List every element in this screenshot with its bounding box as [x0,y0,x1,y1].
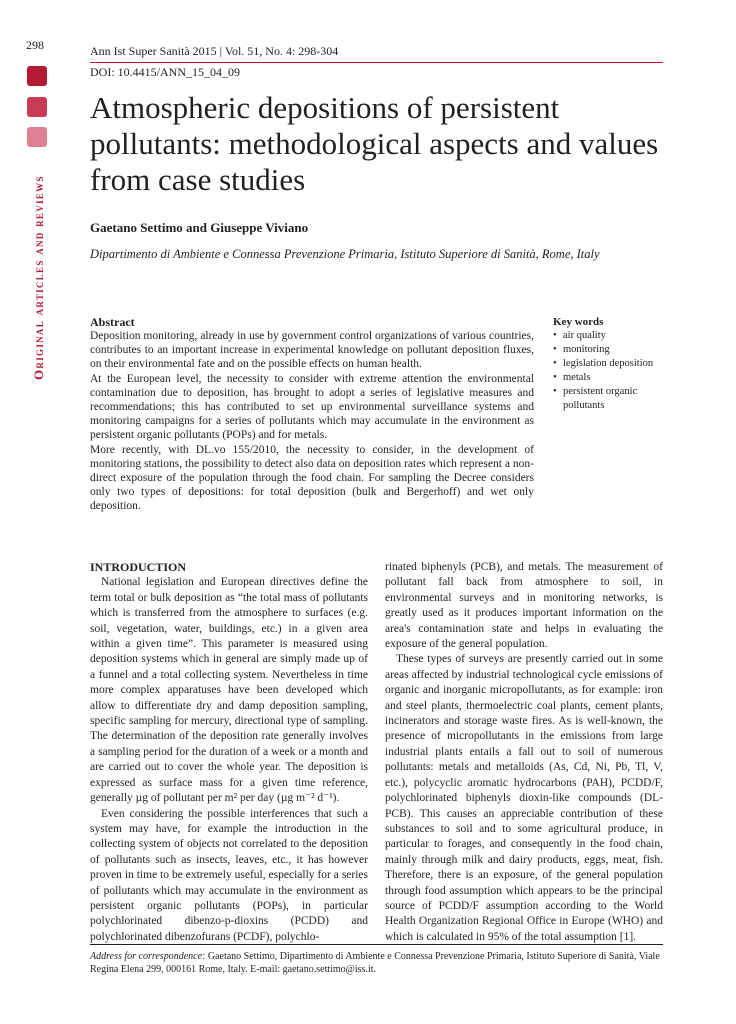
header-rule [90,62,663,63]
body-paragraph: Even considering the possible interferences that such a system may have, for example the introduction in the collecting system of objects not correlated to the deposition of pollutants such as insects, leaves, etc., it has however proven in time to be extremely useful, especially for a series of pollutants which may accumulate in the environment as persistent organic pollutants (POPs), in particular polychlorinated dibenzo-p-dioxins (PCDD) and polychlorinated dibenzofurans (PCDF), polychlo- [90,807,368,943]
correspondence-footer [90,950,666,976]
journal-citation: Ann Ist Super Sanità 2015 | Vol. 51, No. 4: 298-304 [90,44,339,58]
section-marker-square [27,97,47,117]
article-title: Atmospheric depositions of persistent pollutants: methodological aspects and values from case studies [90,90,659,197]
authors: Gaetano Settimo and Giuseppe Viviano [90,220,309,235]
section-marker-square [27,127,47,147]
abstract-paragraph: At the European level, the necessity to consider with extreme attention the environmental contamination due to deposition, has brought to adopt a series of legislative measures and recommendations; this has contributed to set up environmental surveillance systems and monitoring campaigns for a series of pollutants which may accumulate in the environment as persistent organic pollutants (POPs) and for metals. [90,372,534,442]
section-label: Original articles and reviews [31,175,46,380]
correspondence-text: Gaetano Settimo, Dipartimento di Ambiente e Connessa Prevenzione Primaria, Istituto Superiore di Sanità, Viale Regina Elena 299, 000161 Rome, Italy. E-mail: gaetano.settimo@iss.it. [90,951,660,975]
doi: DOI: 10.4415/ANN_15_04_09 [90,65,240,79]
keywords [553,315,673,413]
footer-rule [90,944,663,945]
body-paragraph: National legislation and European directives define the term total or bulk deposition as “the total mass of pollutants which is transferred from the atmosphere to surfaces (e.g. soil, vegetation, water, buildings, etc.) in a given area within a given time”. This parameter is measured using deposition systems which in general are simply made up of a funnel and a total collecting system. Nevertheless in time more complex apparatuses have been developed which allow to differentiate dry and damp deposition sampling, specific sampling for mercury, directional type of sampling. The determination of the deposition rate generally involves a sampling period for the duration of a week or a month and are carried out to cover the whole year. The deposition is expressed as surface mass for a given time reference, generally µg of pollutant per m² per day (µg m⁻² d⁻¹). [90,576,368,805]
keyword-item: • metals [553,371,673,385]
section-marker-square [27,66,47,86]
keyword-item: • monitoring [553,343,673,357]
keyword-item: • persistent organic pollutants [553,385,673,413]
abstract-paragraph: Deposition monitoring, already in use by government control organizations of various countries, contributes to an important increase in experimental knowledge on pollutant deposition fluxes, on their environmental fate and on the possible effects on human health. [90,330,534,371]
body-column-right [385,560,663,945]
page-number: 298 [26,38,44,52]
abstract [90,315,534,514]
body-paragraph: These types of surveys are presently carried out in some areas affected by industrial technological cycle emissions of organic and inorganic micropollutants, as for example: iron and steel plants, thermoelectric coal plants, cement plants, incinerators and storage waste fires. As is well-known, the presence of micropollutants in the emissions from large industrial plants entails a fall out to soil of numerous pollutants: metals and metalloids (As, Cd, Ni, Pb, Tl, V, etc.), polycyclic aromatic hydrocarbons (PAH), PCDD/F, polychlorinated biphenyls dioxin-like compounds (DL-PCB). This causes an appreciable contribution of these substances to soil and to some agricultural produce, in particular to forages, and consequently in the food chain, mainly through milk and dairy products, eggs, meat, fish. Therefore, there is an exposure, of the general population through food assumption which appears to be the principal source of PCDD/F assumption according to the World Health Organization Regional Office in Europe (WHO) and which is calculated in 95% of the total assumption [1]. [385,653,663,943]
keyword-item: • legislation deposition [553,357,673,371]
correspondence-label: Address for correspondence: [90,951,206,962]
section-heading-introduction: INTRODUCTION [90,560,187,574]
body-column-left [90,560,368,945]
body-paragraph: rinated biphenyls (PCB), and metals. The measurement of pollutant fall back from atmosphere to soil, in environmental surveys and in monitoring networks, is greatly used as it produces important information on the area's contamination state and helps in evaluating the exposure of the general population. [385,561,663,651]
abstract-heading: Abstract [90,315,135,329]
abstract-paragraph: More recently, with DL.vo 155/2010, the necessity to consider, in the development of monitoring stations, the possibility to detect also data on deposition rates which represent a non-direct exposure of the population through the food chain. For sampling the Decree considers only two types of depositions: for total deposition (bulk and Bergerhoff) and wet only deposition. [90,443,534,513]
keyword-item: • air quality [553,329,673,343]
keywords-list [553,329,673,413]
keywords-heading: Key words [553,316,604,328]
affiliation: Dipartimento di Ambiente e Connessa Prevenzione Primaria, Istituto Superiore di Sanità, Rome, Italy [90,247,600,261]
